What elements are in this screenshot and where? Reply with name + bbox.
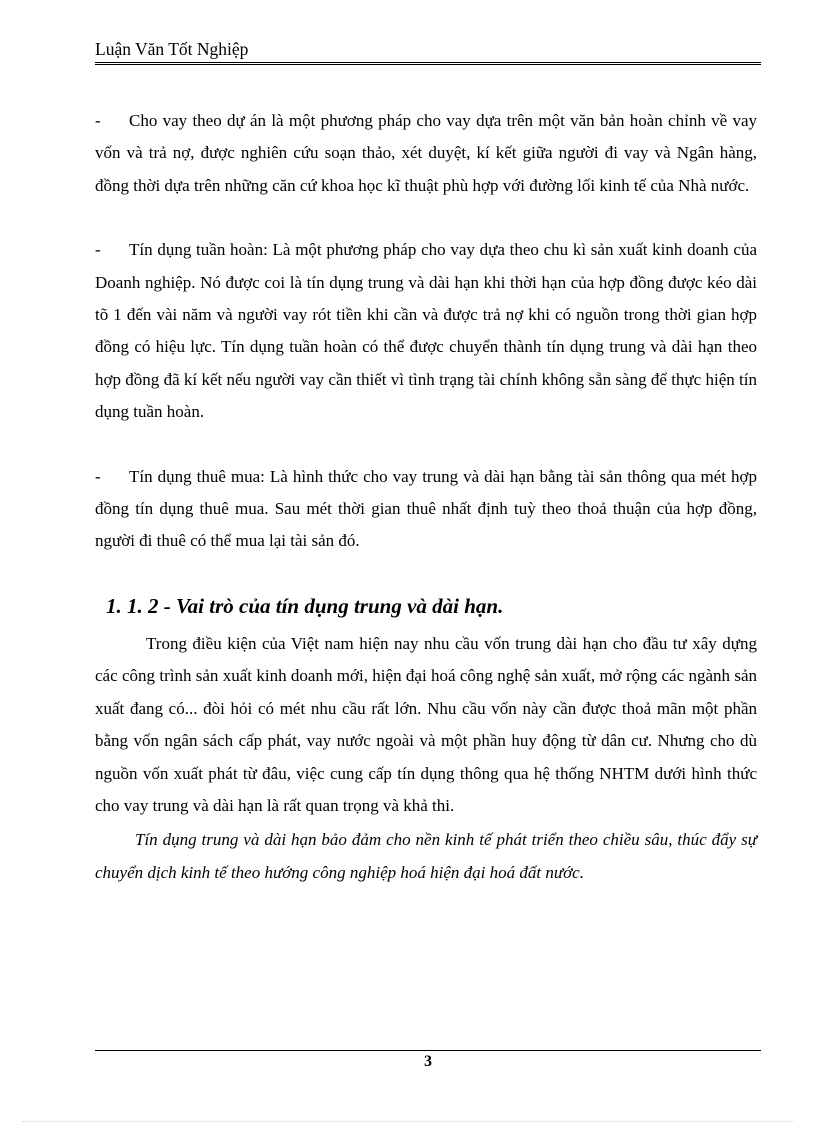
bullet-marker: - [95, 111, 101, 130]
section-heading: 1. 1. 2 - Vai trò của tín dụng trung và dài hạn. [106, 593, 504, 618]
bullet-text: Tín dụng tuần hoàn: Là một phương pháp cho vay dựa theo chu kì sản xuất kinh doanh của Doanh nghiệp. Nó được coi là tín dụng trung và dài hạn khi thời hạn của hợp đồng được kéo dài tõ 1 đến vài năm và người vay rót tiền khi cần và được trả nợ khi có nguồn trong thời gian hợp đồng có hiệu lực. Tín dụng tuần hoàn có thể được chuyển thành tín dụng trung và dài hạn theo hợp đồng đã kí kết nếu người vay cần thiết vì tình trạng tài chính không sẵn sàng để thực hiện tín dụng tuần hoàn. [95, 240, 757, 422]
footer-rule [95, 1050, 761, 1051]
section-italic-paragraph: Tín dụng trung và dài hạn bảo đảm cho nền kinh tế phát triển theo chiều sâu, thúc đẩy sự chuyển dịch kinh tế theo hướng công nghiệp hoá hiện đại hoá đất nước. [95, 830, 757, 882]
page-edge-guide [22, 1121, 794, 1122]
page-header-title: Luận Văn Tốt Nghiệp [95, 39, 249, 59]
bullet-text: Tín dụng thuê mua: Là hình thức cho vay trung và dài hạn bằng tài sản thông qua mét hợp đồng tín dụng thuê mua. Sau mét thời gian thuê nhất định tuỳ theo thoả thuận của hợp đồng, người đi thuê có thể mua lại tài sản đó. [95, 466, 757, 551]
bullet-paragraph-leasing-credit [95, 461, 757, 558]
bullet-text: Cho vay theo dự án là một phương pháp cho vay dựa trên một văn bản hoàn chỉnh về vay vốn và trả nợ, được nghiên cứu soạn thảo, xét duyệt, kí kết giữa người đi vay và Ngân hàng, đồng thời dựa trên những căn cứ khoa học kĩ thuật phù hợp với đường lối kinh tế của Nhà nước. [95, 111, 757, 195]
bullet-paragraph-revolving-credit [95, 234, 757, 428]
page-number: 3 [424, 1053, 432, 1070]
page-body [95, 105, 757, 889]
bullet-paragraph-project-lending [95, 105, 757, 202]
bullet-marker: - [95, 466, 101, 486]
section-paragraph: Trong điều kiện của Việt nam hiện nay nhu cầu vốn trung dài hạn cho đầu tư xây dựng các công trình sản xuất kinh doanh mới, hiện đại hoá công nghệ sản xuất, mở rộng các ngành sản xuất đang có... đòi hỏi có mét nhu cầu rất lớn. Nhu cầu vốn này cần được thoả mãn một phần bằng vốn ngân sách cấp phát, vay nước ngoài và một phần huy động từ dân cư. Nhưng cho dù nguồn vốn xuất phát từ đâu, việc cung cấp tín dụng thông qua hệ thống NHTM dưới hình thức cho vay trung và dài hạn là rất quan trọng và khả thi. [95, 633, 757, 815]
header-rule [95, 62, 761, 63]
bullet-marker: - [95, 240, 101, 260]
header-rule-secondary [95, 64, 761, 65]
